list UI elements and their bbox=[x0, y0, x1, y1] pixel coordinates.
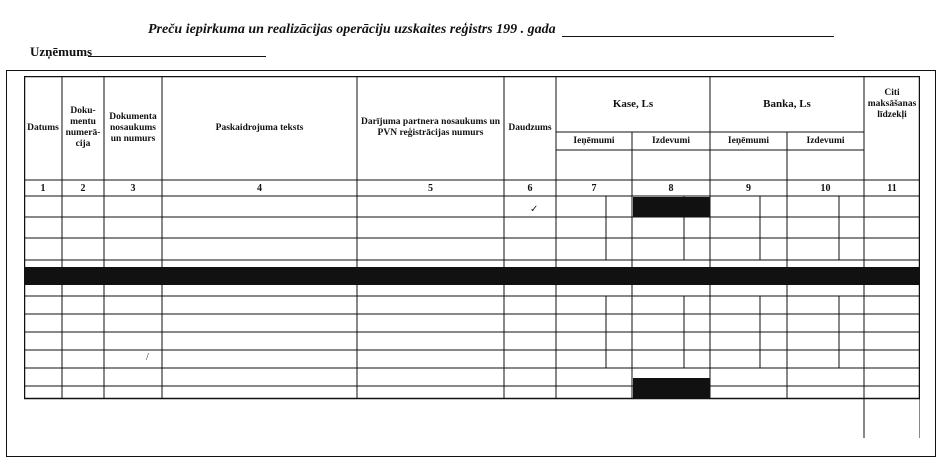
column-number-2: 2 bbox=[80, 183, 86, 194]
column-number-8: 8 bbox=[668, 183, 674, 194]
column-header-date: Datums bbox=[27, 122, 59, 133]
column-header-partner: Darījuma partnera nosaukums un PVN reģistrācijas numurs bbox=[360, 117, 501, 138]
column-header-bank: Banka, Ls bbox=[763, 97, 811, 110]
tick-mark: ✓ bbox=[530, 204, 539, 215]
column-number-7: 7 bbox=[591, 183, 597, 194]
register-title: Preču iepirkuma un realizācijas operāciju uzskaites reģistrs 199 . gada bbox=[148, 22, 556, 37]
column-number-6: 6 bbox=[527, 183, 533, 194]
column-header-other-means: Citi maksāšanas līdzekļi bbox=[867, 87, 917, 120]
column-number-9: 9 bbox=[746, 183, 751, 194]
column-header-doc-numbering: Doku- mentu numerā- cija bbox=[65, 106, 101, 149]
column-header-cash: Kase, Ls bbox=[612, 97, 654, 110]
column-header-cash-income: Ieņēmumi bbox=[573, 135, 615, 146]
column-number-3: 3 bbox=[130, 183, 136, 194]
column-number-11: 11 bbox=[887, 183, 897, 194]
year-underline bbox=[562, 36, 834, 37]
column-header-cash-expense: Izdevumi bbox=[652, 135, 690, 146]
column-number-1: 1 bbox=[40, 183, 46, 194]
company-field-line[interactable] bbox=[88, 56, 266, 57]
column-header-quantity: Daudzums bbox=[508, 122, 552, 133]
column-header-explanation: Paskaidrojuma teksts bbox=[215, 122, 304, 133]
slash-mark: / bbox=[146, 352, 149, 363]
column-header-bank-income: Ieņēmumi bbox=[727, 135, 770, 146]
column-number-5: 5 bbox=[428, 183, 433, 194]
column-number-4: 4 bbox=[257, 183, 262, 194]
column-header-doc-name: Dokumenta nosaukums un numurs bbox=[109, 111, 157, 144]
column-header-bank-expense: Izdevumi bbox=[806, 135, 845, 146]
company-label: Uzņēmums bbox=[30, 44, 93, 59]
column-number-10: 10 bbox=[820, 183, 831, 194]
